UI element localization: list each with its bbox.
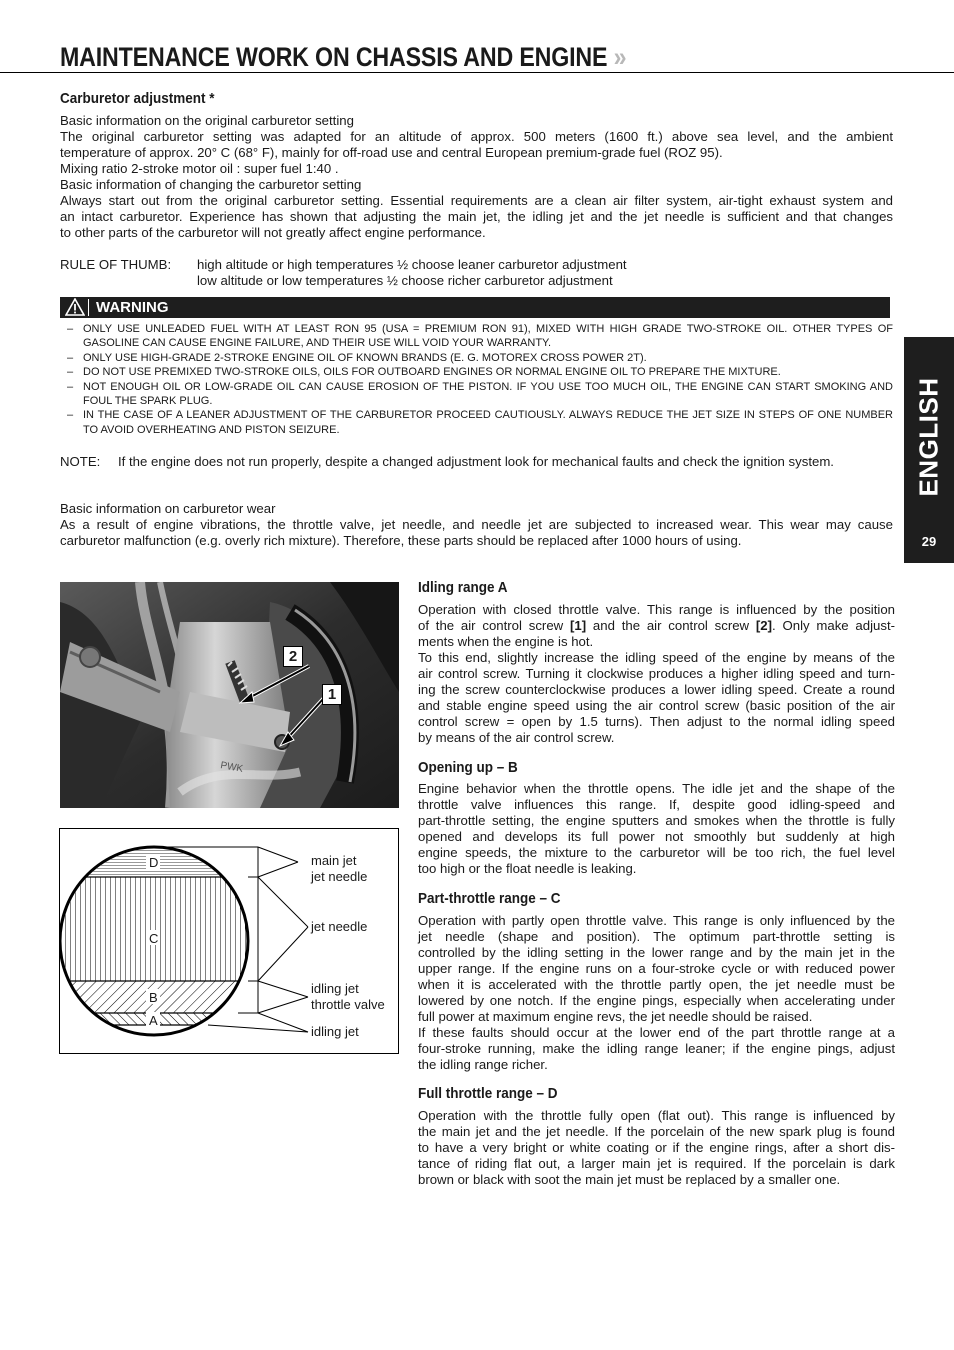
note-label: NOTE: [60, 454, 101, 469]
carburetor-range-diagram [59, 828, 399, 1054]
warning-item [60, 380, 893, 409]
range-line: the main jet and the jet needle. If the porcelain of the new spark plug is found [418, 1124, 895, 1139]
warning-bar [60, 297, 890, 318]
range-line: controlled by the idling setting in the lower range and by the main jet in the [418, 945, 895, 960]
warning-triangle-icon [65, 298, 85, 316]
zone-label-c: C [149, 931, 159, 946]
intro-line: Mixing ratio 2-stroke motor oil : super fuel 1:40 . [60, 161, 339, 176]
intro-line: temperature of approx. 20° C (68° F), mainly for off-road use and central European premium-grade fuel (ROZ 95). [60, 145, 723, 160]
diagram-label: jet needle [311, 869, 368, 884]
language-tab [904, 337, 954, 563]
intro-line: The original carburetor setting was adapted for an altitude of approx. 500 meters (1600 ft.) above sea level, and the ambient [60, 129, 893, 144]
part-throttle-text [418, 913, 895, 1073]
warning-item [60, 408, 893, 437]
photo-callout-1: 1 [322, 684, 342, 705]
wear-section [60, 501, 893, 549]
idling-range-heading: Idling range A [418, 579, 508, 596]
range-line: air control screw. Turning it clockwise produces a higher idling speed and turn- [418, 666, 895, 681]
screw-reference: [2] [755, 618, 773, 633]
range-line: brown or black with soot the main jet must be replaced by a smaller one. [418, 1172, 841, 1187]
carburetor-photo-image [60, 582, 399, 808]
page-number: 29 [921, 534, 937, 549]
range-line: To this end, slightly increase the idling speed of the engine by means of the [418, 650, 895, 665]
diagram-label: idling jet [311, 1024, 359, 1039]
warning-label: WARNING [96, 299, 169, 316]
range-line: jet needle (shape and position). The optimum part-throttle setting is [418, 929, 895, 944]
range-line: lowered by one notch. If the engine pings, especially when accelerating under [418, 993, 895, 1008]
warning-item-text: IN THE CASE OF A LEANER ADJUSTMENT OF THE CARBURETOR PROCEED CAUTIOUSLY. ALWAYS REDUCE THE JET SIZE IN STEPS OF ONE NUMBER TO AVOID OVERHEATING AND PISTON SEIZURE. [83, 409, 893, 436]
warning-separator [88, 299, 89, 316]
screw-reference: [1] [569, 618, 587, 633]
range-line: throttle valve influences this range. If, despite good idling-speed and [418, 797, 895, 812]
range-line: control screw = open by 1.5 turns). Then adjust to the normal idling speed [418, 714, 895, 729]
zone-label-d: D [149, 855, 159, 870]
diagram-label: main jet [311, 853, 357, 868]
wear-line: Basic information on carburetor wear [60, 501, 276, 516]
range-line: engine speeds, the mixture to the carburetor will be too rich, the fuel level [418, 845, 895, 860]
intro-line: to other parts of the carburetor will not greatly affect engine performance. [60, 225, 486, 240]
warning-dash: – [67, 351, 74, 364]
warning-item-text: DO NOT USE PREMIXED TWO-STROKE OILS, OILS FOR OUTBOARD ENGINES OR NORMAL ENGINE OIL TO PREPARE THE MIXTURE. [83, 366, 781, 379]
range-line: Operation with partly open throttle valve. This range is only influenced by the [418, 913, 895, 928]
wear-line: carburetor malfunction (e.g. overly rich mixture). Therefore, these parts should be replaced after 1000 hours of using. [60, 533, 742, 548]
range-line: four-stroke running, make the idling range leaner; if the engine pings, adjust [418, 1041, 895, 1056]
range-line: upper range. If the engine runs on a four-stroke cycle or with reduced power [418, 961, 895, 976]
carburetor-heading: Carburetor adjustment * [60, 90, 215, 107]
warning-dash: – [67, 409, 74, 422]
opening-up-text [418, 781, 895, 877]
warning-dash: – [67, 380, 74, 393]
range-line: by means of the air control screw. [418, 730, 615, 745]
intro-line: Basic information on the original carburetor setting [60, 113, 354, 128]
range-line: and stable engine speed using the air control screw (basic position of the air [418, 698, 895, 713]
range-line: to have a very bright or white coating or if the engine rings, after a short dis- [418, 1140, 895, 1155]
intro-line: Basic information of changing the carburetor setting [60, 177, 362, 192]
warning-dash: – [67, 366, 74, 379]
warning-list [60, 322, 893, 437]
range-line: Engine behavior when the throttle opens. The idle jet and the shape of the [418, 781, 895, 796]
page-title-text: MAINTENANCE WORK ON CHASSIS AND ENGINE [60, 42, 608, 72]
carburetor-intro [60, 113, 893, 241]
warning-item [60, 351, 893, 365]
range-line: If these faults should occur at the lower end of the part throttle range at a [418, 1025, 895, 1040]
range-line: ments when the engine is hot. [418, 634, 594, 649]
range-line: when it is accelerated with the throttle partly open, the jet needle must be [418, 977, 895, 992]
page-title [60, 42, 626, 73]
full-throttle-text [418, 1108, 895, 1188]
wear-line: As a result of engine vibrations, the throttle valve, jet needle, and needle jet are subjected to increased wear. This wear may cause [60, 517, 893, 532]
rule-label: RULE OF THUMB: [60, 257, 172, 272]
carburetor-photo [60, 582, 399, 808]
range-line: Operation with closed throttle valve. This range is influenced by the position [418, 602, 895, 617]
warning-item-text: ONLY USE UNLEADED FUEL WITH AT LEAST RON 95 (USA = PREMIUM RON 91), MIXED WITH HIGH GRADE TWO-STROKE OIL. OTHER TYPES OF GASOLINE CAN CAUSE ENGINE FAILURE, AND THEIR USE WILL VOID YOUR WARRANTY. [83, 323, 893, 350]
range-line: part-throttle setting, the engine sputters and smokes when the throttle is fully [418, 813, 895, 828]
range-line: ing the screw counterclockwise produces a lower idling speed. Create a round [418, 682, 895, 697]
rule-line: high altitude or high temperatures ½ choose leaner carburetor adjustment [197, 257, 627, 272]
photo-callout-2: 2 [283, 646, 303, 667]
zone-label-a: A [149, 1013, 158, 1028]
range-line: opened and develops its full power not smoothly but suddenly at high [418, 829, 895, 844]
full-throttle-heading: Full throttle range – D [418, 1085, 558, 1102]
range-line: tance of riding flat out, a larger main jet is required. If the porcelain is dark [418, 1156, 895, 1171]
chevron-icon: » [613, 42, 627, 72]
intro-line: Always start out from the original carburetor setting. Essential requirements are a clean air filter system, air-tight exhaust system and [60, 193, 893, 208]
title-rule [0, 72, 954, 73]
svg-text:PWK: PWK [219, 760, 244, 775]
warning-item [60, 365, 893, 379]
range-line: of the air control screw [1] and the air control screw [2]. Only make adjust- [418, 618, 896, 633]
zone-label-b: B [149, 990, 158, 1005]
warning-dash: – [67, 323, 74, 335]
note-text: If the engine does not run properly, despite a changed adjustment look for mechanical faults and check the ignition system. [118, 454, 834, 469]
language-label-box [906, 377, 952, 497]
diagram-label: idling jet [311, 981, 359, 996]
language-label: ENGLISH [913, 377, 944, 497]
warning-item [60, 322, 893, 351]
range-line: full power at maximum engine revs, the jet needle should be raised. [418, 1009, 813, 1024]
range-line: the idling range richer. [418, 1057, 548, 1072]
range-line: Operation with the throttle fully open (flat out). This range is influenced by [418, 1108, 895, 1123]
idling-range-text [418, 602, 895, 746]
warning-item-text: ONLY USE HIGH-GRADE 2-STROKE ENGINE OIL OF KNOWN BRANDS (E. G. MOTOREX CROSS POWER 2T). [83, 351, 647, 364]
diagram-label: throttle valve [311, 997, 385, 1012]
opening-up-heading: Opening up – B [418, 759, 518, 776]
warning-item-text: NOT ENOUGH OIL OR LOW-GRADE OIL CAN CAUSE EROSION OF THE PISTON. IF YOU USE TOO MUCH OIL, THE ENGINE CAN START SMOKING AND FOUL THE SPARK PLUG. [83, 380, 893, 408]
diagram-label: jet needle [311, 919, 368, 934]
intro-line: an intact carburetor. Experience has shown that adjusting the main jet, the idling jet and the jet needle is sufficient and that changes [60, 209, 893, 224]
range-line: too high or the float needle is leaking. [418, 861, 637, 876]
part-throttle-heading: Part-throttle range – C [418, 890, 561, 907]
rule-line: low altitude or low temperatures ½ choose richer carburetor adjustment [197, 273, 613, 288]
